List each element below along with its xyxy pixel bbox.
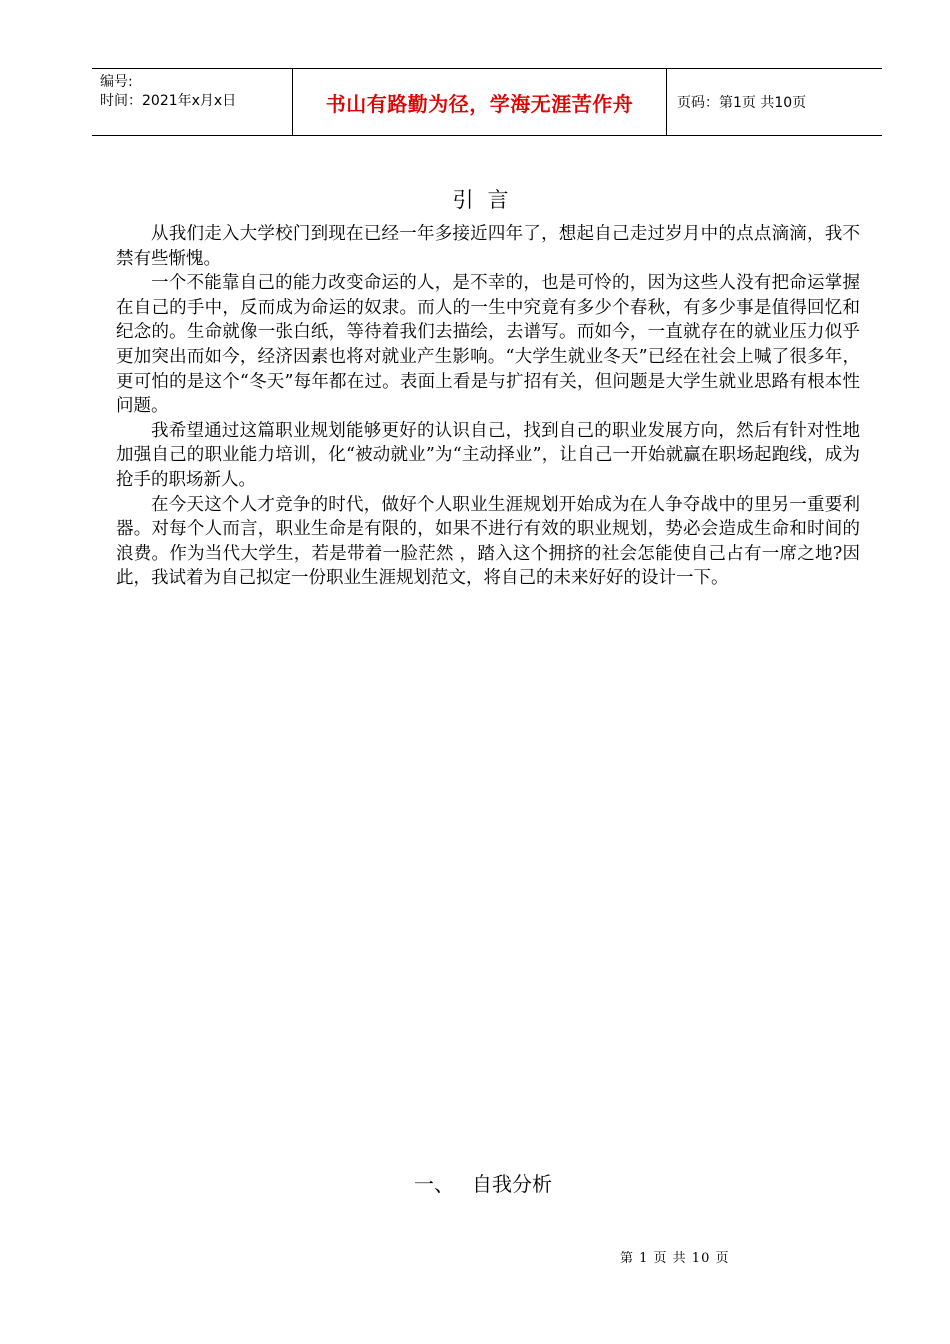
page-title: 引言: [452, 188, 523, 212]
serial-number-label: 编号:: [100, 74, 133, 90]
header-page-info: 页码：第1页 共10页: [677, 95, 807, 111]
section-heading: [414, 1168, 552, 1197]
paragraph-1: 从我们走入大学校门到现在已经一年多接近四年了，想起自己走过岁月中的点点滴滴，我不禁有些惭愧。: [116, 224, 860, 269]
section-label: 自我分析: [472, 1172, 552, 1196]
document-body: [116, 222, 860, 591]
header-meta-cell: [92, 69, 293, 135]
section-number: 一、: [414, 1172, 454, 1196]
header-motto: 书山有路勤为径，学海无涯苦作舟: [293, 69, 667, 135]
page-footer: 第 1 页 共 10 页: [620, 1251, 730, 1266]
time-label: 时间：2021年x月x日: [100, 93, 237, 109]
paragraph-4: 在今天这个人才竞争的时代，做好个人职业生涯规划开始成为在人争夺战中的里另一重要利器。对每个人而言，职业生命是有限的，如果不进行有效的职业规划，势必会造成生命和时间的浪费。作为当代大学生，若是带着一脸茫然 ，踏入这个拥挤的社会怎能使自己占有一席之地?因此，我试着为自己拟定一份职业生涯规划范文，将自己的未来好好的设计一下。: [116, 494, 860, 589]
document-header: [92, 68, 882, 136]
paragraph-2: 一个不能靠自己的能力改变命运的人，是不幸的，也是可怜的，因为这些人没有把命运掌握在自己的手中，反而成为命运的奴隶。而人的一生中究竟有多少个春秋，有多少事是值得回忆和纪念的。生命就像一张白纸，等待着我们去描绘，去谱写。而如今，一直就存在的就业压力似乎更加突出而如今，经济因素也将对就业产生影响。“大学生就业冬天”已经在社会上喊了很多年，更可怕的是这个“冬天”每年都在过。表面上看是与扩招有关，但问题是大学生就业思路有根本性问题。: [116, 273, 860, 417]
paragraph-3: 我希望通过这篇职业规划能够更好的认识自己，找到自己的职业发展方向，然后有针对性地加强自己的职业能力培训，化“被动就业”为“主动择业”，让自己一开始就赢在职场起跑线，成为抢手的职场新人。: [116, 420, 860, 490]
